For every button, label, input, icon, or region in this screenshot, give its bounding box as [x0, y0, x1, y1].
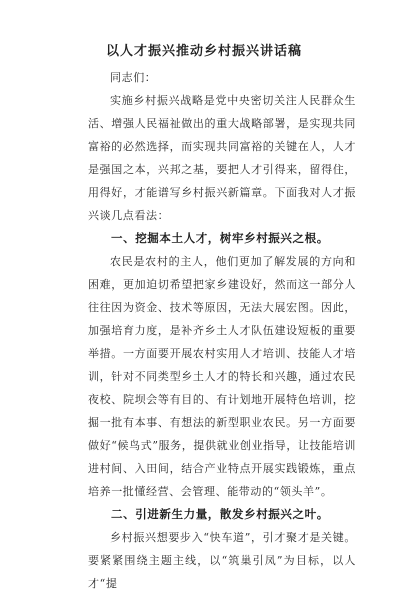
intro-paragraph: 实施乡村振兴战略是党中央密切关注人民群众生活、增强人民福祉做出的重大战略部署，是实现共同富裕的必然选择，而实现共同富裕的关键在人，人才是强国之本，兴邦之基，要把人才引得来，留得住，用得好，才能谱写乡村振兴新篇章。下面我对人才振兴谈几点看法： — [88, 94, 356, 222]
document-title: 以人才振兴推动乡村振兴讲话稿 — [105, 44, 302, 59]
greeting: 同志们： — [110, 71, 157, 84]
document-body — [88, 66, 356, 595]
section-1-paragraph: 农民是农村的主人，他们更加了解发展的方向和困难，更加迫切希望把家乡建设好，然而这一部分人往往因为资金、技术等原因，无法大展宏图。因此，加强培育力度，是补齐乡土人才队伍建设短板的重要举措。一方面要开展农村实用人才培训、技能人才培训，针对不同类型乡土人才的特长和兴趣，通过农民夜校、院坝会等有目的、有计划地开展特色培训，挖掘一批有本事、有想法的新型职业农民。另一方面要做好“候鸟式”服务，提供就业创业指导，让技能培训进村间、入田间，结合产业特点开展实践锻炼，重点培养一批懂经营、会管理、能带动的“领头羊”。 — [88, 255, 356, 498]
section-2-heading: 二、引进新生力量，散发乡村振兴之叶。 — [111, 507, 329, 521]
section-2-paragraph: 乡村振兴想要步入“快车道”，引才聚才是关键。要紧紧围绕主题主线，以“筑巢引凤”为目标，以人才“提 — [88, 531, 356, 590]
section-1-heading: 一、挖掘本土人才，树牢乡村振兴之根。 — [111, 231, 329, 245]
